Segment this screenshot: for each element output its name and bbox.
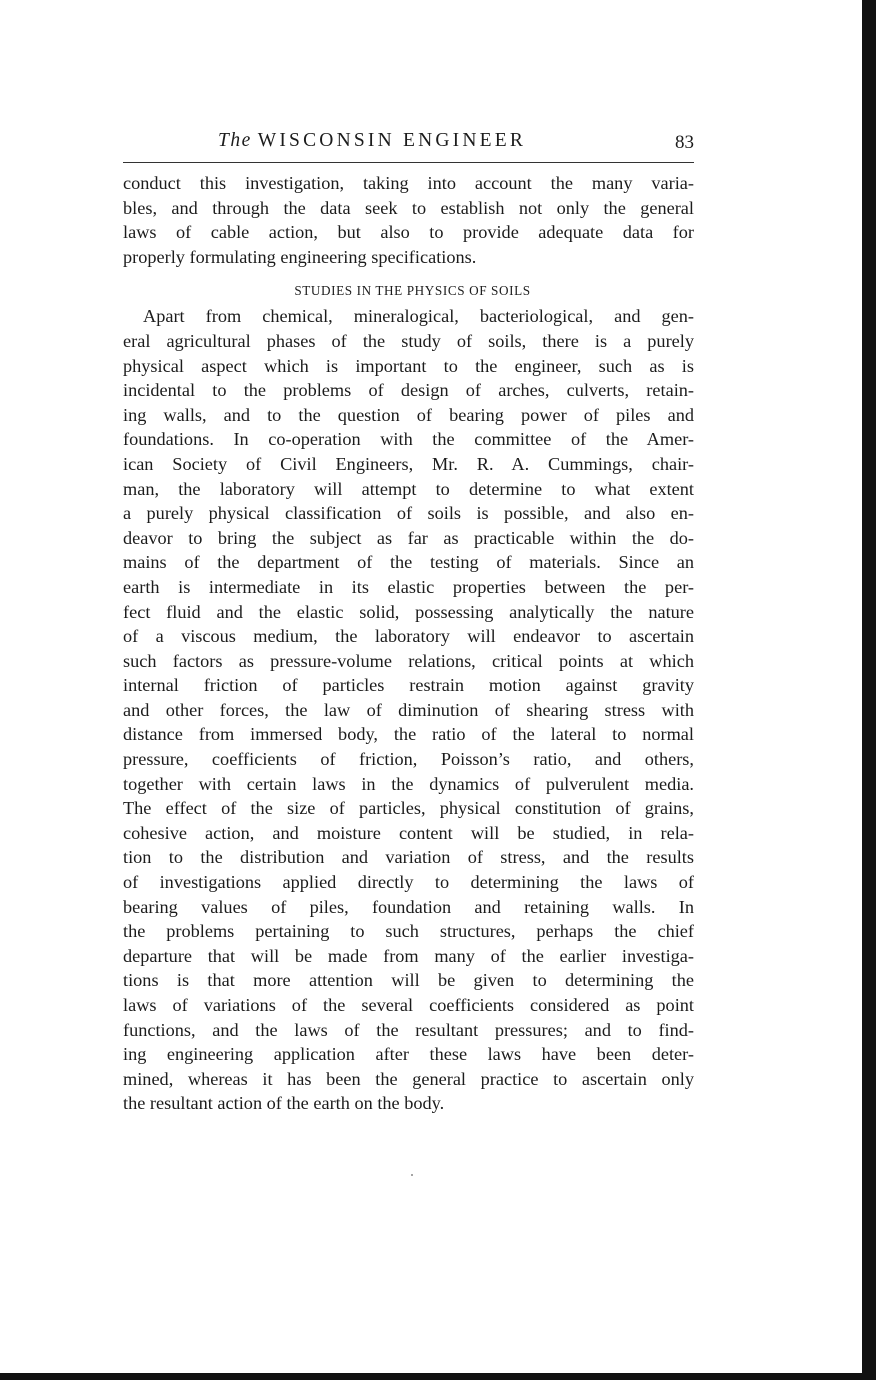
text-line: together with certain laws in the dynamics of pulverulent media. — [123, 773, 694, 794]
text-line: man, the laboratory will attempt to determine to what extent — [123, 478, 694, 499]
section-body-paragraph — [123, 304, 694, 1116]
text-line: tions is that more attention will be given to determining the — [123, 970, 694, 991]
text-line: cohesive action, and moisture content will be studied, in rela- — [123, 822, 694, 843]
text-line: such factors as pressure-volume relations, critical points at which — [123, 650, 694, 671]
text-line: the problems pertaining to such structures, perhaps the chief — [123, 921, 694, 942]
text-line: deavor to bring the subject as far as practicable within the do- — [123, 527, 694, 548]
text-line: ing engineering application after these laws have been deter- — [123, 1044, 694, 1065]
text-line: of a viscous medium, the laboratory will endeavor to ascertain — [123, 626, 694, 647]
text-line: ing walls, and to the question of bearing power of piles and — [123, 404, 694, 425]
journal-title-article: The — [218, 130, 252, 151]
text-line: and other forces, the law of diminution of shearing stress with — [123, 699, 694, 720]
text-line: departure that will be made from many of the earlier investiga- — [123, 945, 694, 966]
text-line: earth is intermediate in its elastic properties between the per- — [123, 576, 694, 597]
text-line: functions, and the laws of the resultant pressures; and to find- — [123, 1019, 694, 1040]
text-line: bles, and through the data seek to establish not only the general — [123, 197, 694, 218]
text-line: mined, whereas it has been the general practice to ascertain only — [123, 1068, 694, 1089]
text-line: eral agricultural phases of the study of soils, there is a purely — [123, 330, 694, 351]
text-line: incidental to the problems of design of arches, culverts, retain- — [123, 380, 694, 401]
text-line: mains of the department of the testing of materials. Since an — [123, 552, 694, 573]
text-line: tion to the distribution and variation of stress, and the results — [123, 847, 694, 868]
section-heading: STUDIES IN THE PHYSICS OF SOILS — [294, 283, 531, 299]
scan-border-bottom — [0, 1373, 876, 1380]
scan-border-right — [862, 0, 876, 1380]
text-line: foundations. In co-operation with the committee of the Amer- — [123, 429, 694, 450]
text-line: laws of cable action, but also to provide adequate data for — [123, 222, 694, 243]
text-line: laws of variations of the several coefficients considered as point — [123, 995, 694, 1015]
journal-title — [218, 130, 526, 152]
text-line: bearing values of piles, foundation and retaining walls. In — [123, 896, 694, 917]
intro-paragraph — [123, 171, 694, 269]
text-line: fect fluid and the elastic solid, possessing analytically the nature — [123, 601, 694, 622]
text-line: internal friction of particles restrain motion against gravity — [123, 675, 694, 696]
page-number: 83 — [675, 132, 694, 153]
text-line: of investigations applied directly to determining the laws of — [123, 872, 694, 893]
text-line: ican Society of Civil Engineers, Mr. R. A. Cummings, chair- — [123, 453, 694, 474]
text-line: Apart from chemical, mineralogical, bacteriological, and gen- — [143, 306, 694, 327]
text-line: properly formulating engineering specifications. — [123, 246, 477, 267]
journal-title-name: WISCONSIN ENGINEER — [257, 130, 527, 151]
print-speck — [411, 1174, 413, 1176]
text-line: physical aspect which is important to the engineer, such as is — [123, 355, 694, 376]
running-head — [123, 128, 694, 160]
text-line: a purely physical classification of soils is possible, and also en- — [123, 503, 694, 524]
text-line: the resultant action of the earth on the body. — [123, 1093, 445, 1114]
text-line: pressure, coefficients of friction, Poisson’s ratio, and others, — [123, 749, 694, 770]
text-line: conduct this investigation, taking into account the many varia- — [123, 173, 694, 193]
header-rule — [123, 162, 694, 163]
text-line: The effect of the size of particles, physical constitution of grains, — [123, 798, 694, 819]
text-line: distance from immersed body, the ratio of the lateral to normal — [123, 724, 694, 745]
journal-page — [123, 128, 694, 1116]
